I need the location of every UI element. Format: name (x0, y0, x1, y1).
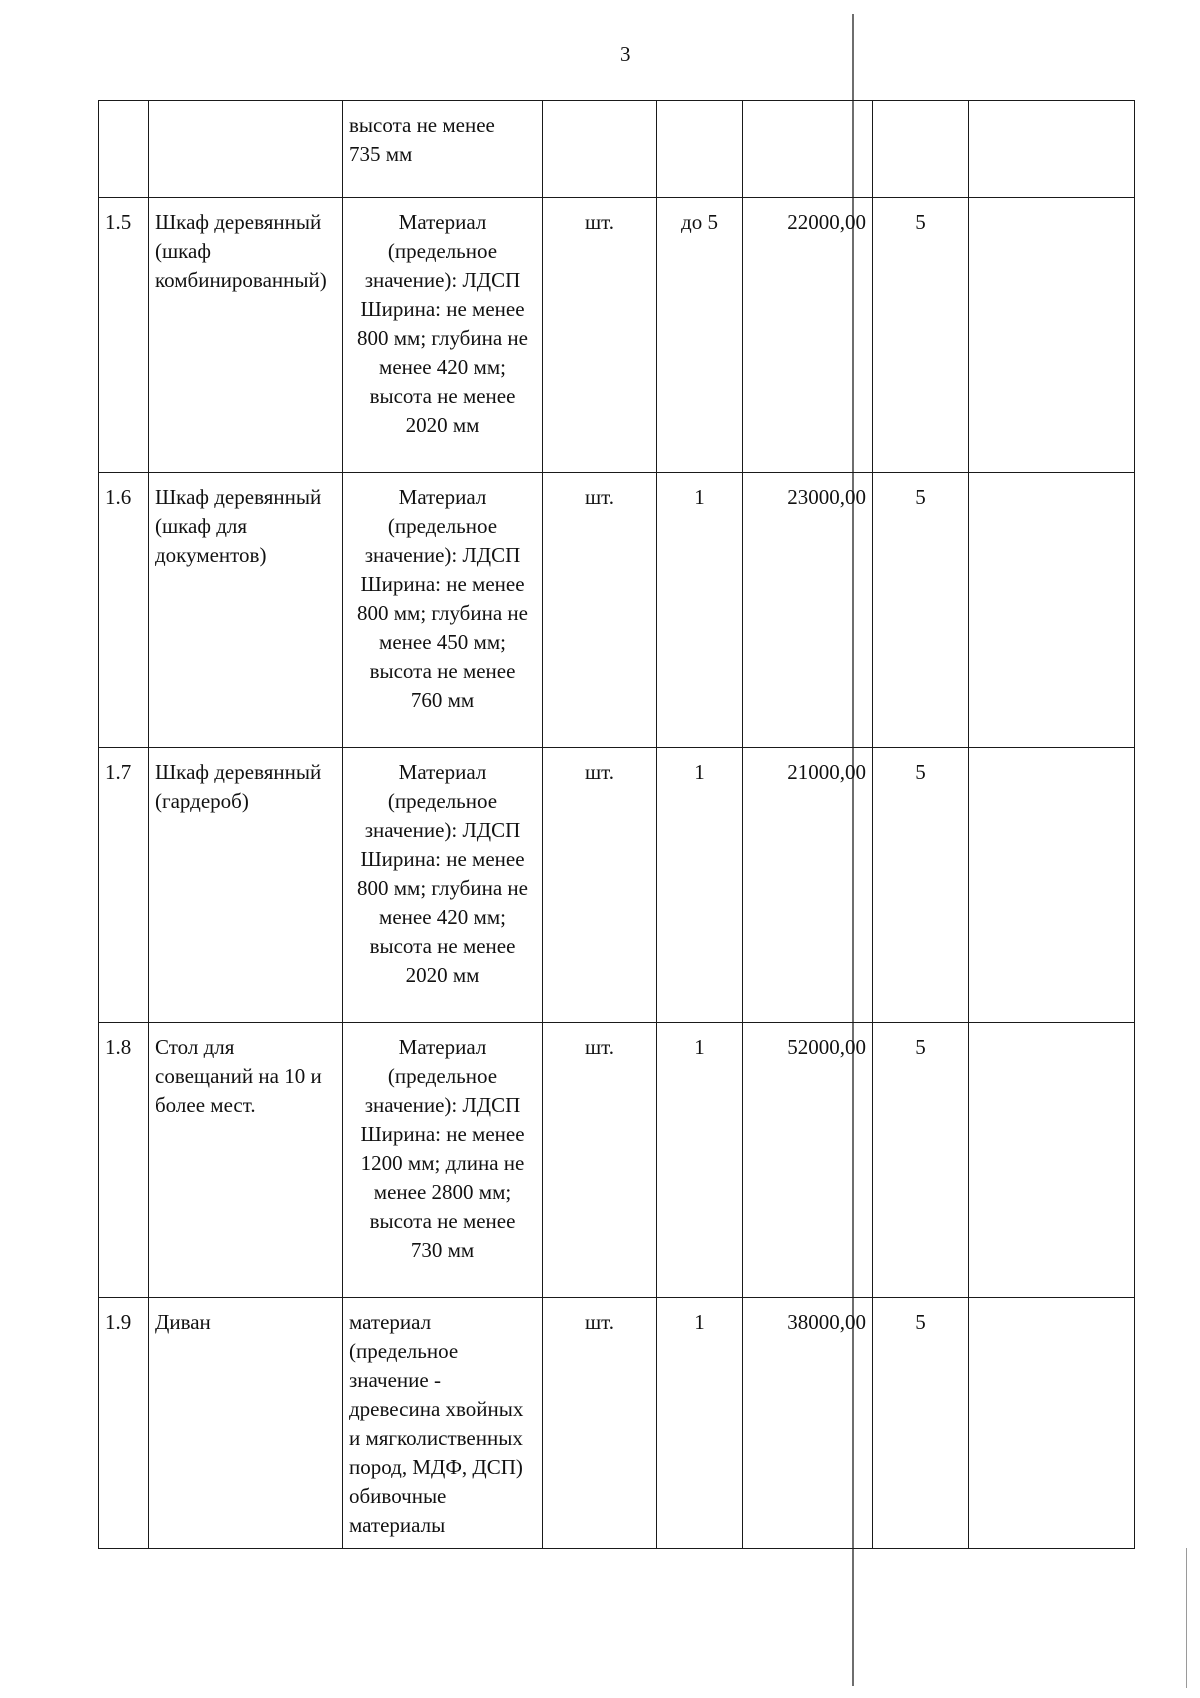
scan-edge-line (1186, 1548, 1187, 1688)
cell-term: 5 (873, 748, 969, 1023)
cell-extra (969, 473, 1135, 748)
specification-table (98, 100, 1135, 1549)
cell-qty: 1 (657, 473, 743, 748)
cell-num: 1.6 (99, 473, 149, 748)
page-number: 3 (620, 42, 631, 66)
cell-unit (543, 101, 657, 198)
cell-name: Стол для совещаний на 10 и более мест. (149, 1023, 343, 1298)
cell-unit: шт. (543, 748, 657, 1023)
cell-num (99, 101, 149, 198)
cell-price: 23000,00 (743, 473, 873, 748)
table-row-continuation (99, 101, 1135, 198)
cell-description: Материал (предельное значение): ЛДСП Ширина: не менее 800 мм; глубина не менее 420 мм; высота не менее 2020 мм (343, 198, 543, 473)
table-row (99, 198, 1135, 473)
cell-num: 1.9 (99, 1298, 149, 1549)
cell-price: 38000,00 (743, 1298, 873, 1549)
cell-unit: шт. (543, 1298, 657, 1549)
cell-term: 5 (873, 1023, 969, 1298)
cell-name: Шкаф деревянный (шкаф комбинированный) (149, 198, 343, 473)
table-row (99, 1023, 1135, 1298)
table-row (99, 1298, 1135, 1549)
cell-price: 21000,00 (743, 748, 873, 1023)
cell-qty: до 5 (657, 198, 743, 473)
cell-price: 52000,00 (743, 1023, 873, 1298)
cell-name (149, 101, 343, 198)
cell-term: 5 (873, 198, 969, 473)
cell-num: 1.8 (99, 1023, 149, 1298)
cell-description: высота не менее 735 мм (343, 101, 543, 198)
cell-description: Материал (предельное значение): ЛДСП Ширина: не менее 1200 мм; длина не менее 2800 мм; высота не менее 730 мм (343, 1023, 543, 1298)
table-row (99, 473, 1135, 748)
cell-qty: 1 (657, 748, 743, 1023)
cell-extra (969, 198, 1135, 473)
cell-name: Шкаф деревянный (шкаф для документов) (149, 473, 343, 748)
cell-num: 1.5 (99, 198, 149, 473)
cell-extra (969, 1023, 1135, 1298)
cell-qty: 1 (657, 1298, 743, 1549)
cell-name: Шкаф деревянный (гардероб) (149, 748, 343, 1023)
cell-qty (657, 101, 743, 198)
cell-term: 5 (873, 473, 969, 748)
cell-description: Материал (предельное значение): ЛДСП Ширина: не менее 800 мм; глубина не менее 450 мм; высота не менее 760 мм (343, 473, 543, 748)
cell-extra (969, 101, 1135, 198)
cell-price (743, 101, 873, 198)
table-row (99, 748, 1135, 1023)
cell-name: Диван (149, 1298, 343, 1549)
cell-unit: шт. (543, 1023, 657, 1298)
cell-description: Материал (предельное значение): ЛДСП Ширина: не менее 800 мм; глубина не менее 420 мм; высота не менее 2020 мм (343, 748, 543, 1023)
cell-num: 1.7 (99, 748, 149, 1023)
cell-extra (969, 748, 1135, 1023)
cell-extra (969, 1298, 1135, 1549)
cell-unit: шт. (543, 473, 657, 748)
cell-description: материал (предельное значение - древесина хвойных и мягколиственных пород, МДФ, ДСП) обивочные материалы (343, 1298, 543, 1549)
cell-term: 5 (873, 1298, 969, 1549)
cell-unit: шт. (543, 198, 657, 473)
cell-term (873, 101, 969, 198)
cell-price: 22000,00 (743, 198, 873, 473)
cell-qty: 1 (657, 1023, 743, 1298)
